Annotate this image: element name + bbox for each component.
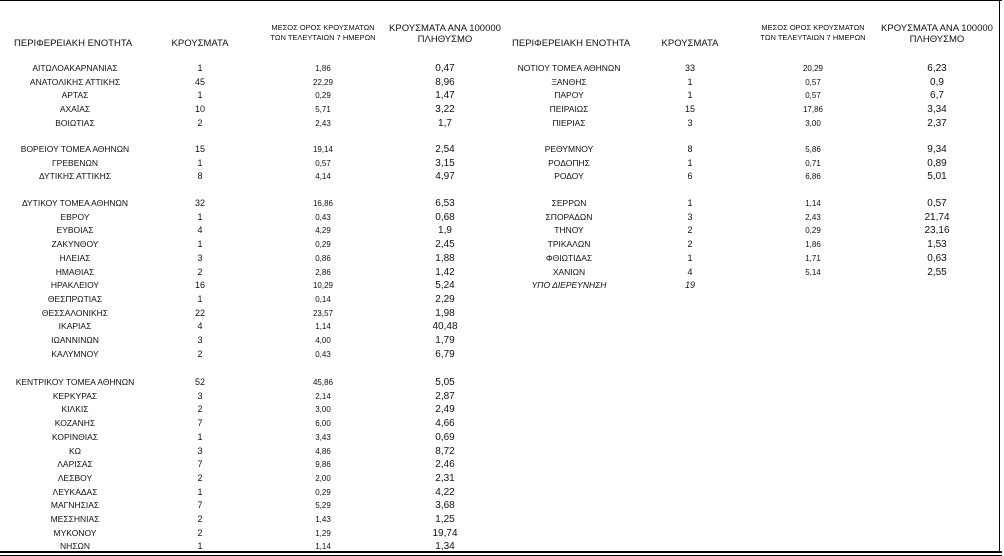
cell-name: ΠΕΙΡΑΙΩΣ	[549, 104, 589, 115]
right-header-per-line2: ΠΛΗΘΥΣΜΟ	[909, 34, 965, 45]
cell-avg: 10,29	[312, 281, 334, 291]
cell-avg: 0,29	[315, 487, 331, 497]
left-header-per	[380, 23, 510, 45]
cell-cases: 6	[687, 171, 693, 182]
table-row	[0, 334, 1000, 347]
cell-name: ΡΟΔΟΥ	[554, 171, 584, 182]
cell-cases: 1	[197, 157, 203, 168]
cell-name: ΡΕΘΥΜΝΟΥ	[544, 144, 594, 154]
cell-name: ΚΟΡΙΝΘΙΑΣ	[51, 431, 99, 442]
table-row	[0, 472, 1000, 485]
cell-per: 21,74	[924, 211, 950, 223]
right-header-avg-line2: ΤΩΝ ΤΕΛΕΥΤΑΙΩΝ 7 ΗΜΕΡΩΝ	[760, 33, 866, 42]
cell-cases: 1	[687, 76, 693, 87]
cell-name: ΕΥΒΟΙΑΣ	[56, 225, 94, 236]
cell-avg: 2,86	[315, 267, 331, 277]
cell-avg: 1,29	[315, 528, 331, 538]
cell-cases: 1	[197, 239, 203, 250]
cell-avg: 1,14	[315, 542, 331, 552]
cell-name: ΚΟΖΑΝΗΣ	[54, 418, 96, 429]
cell-per: 2,54	[435, 144, 455, 155]
cell-cases: 1	[687, 90, 693, 101]
table-row	[0, 376, 1000, 389]
cell-per: 5,01	[927, 171, 947, 183]
top-border	[0, 0, 1002, 1]
cell-avg: 17,86	[802, 105, 824, 115]
cell-per: 8,96	[435, 76, 455, 88]
cell-cases: 1	[197, 431, 203, 442]
cell-avg: 5,14	[805, 267, 821, 277]
cell-avg: 0,57	[805, 91, 821, 101]
cell-avg: 0,43	[315, 212, 331, 222]
cell-cases: 2	[197, 514, 203, 524]
right-header-cases: ΚΡΟΥΣΜΑΤΑ	[661, 38, 719, 49]
cell-avg: 1,71	[805, 253, 821, 263]
cell-avg: 2,00	[315, 473, 331, 483]
cell-name: ΚΙΛΚΙΣ	[61, 404, 89, 415]
cell-cases: 1	[687, 252, 693, 263]
cell-cases: 2	[197, 527, 203, 538]
right-header-per-line1: ΚΡΟΥΣΜΑΤΑ ΑΝΑ 100000	[881, 23, 993, 34]
table-row	[0, 307, 1000, 320]
cell-avg: 0,29	[315, 91, 331, 101]
table-row	[0, 197, 1000, 210]
cell-name: ΚΩ	[68, 445, 82, 456]
cell-cases: 1	[197, 486, 203, 497]
table-row	[0, 417, 1000, 430]
cell-cases: 1	[197, 293, 203, 304]
cell-avg: 20,29	[802, 64, 824, 73]
table-row	[0, 390, 1000, 403]
cell-cases: 33	[684, 63, 695, 73]
cell-cases: 1	[197, 211, 203, 222]
cell-per: 6,7	[930, 90, 944, 102]
cell-name: ΛΑΡΙΣΑΣ	[57, 459, 93, 470]
cell-cases: 1	[197, 90, 203, 101]
cell-per: 5,05	[435, 377, 455, 388]
table-row	[0, 540, 1000, 553]
cell-avg: 3,00	[315, 405, 331, 415]
cell-avg: 0,29	[315, 240, 331, 250]
cell-name: ΚΑΛΥΜΝΟΥ	[51, 348, 99, 359]
cell-cases: 3	[197, 335, 203, 345]
cell-cases: 2	[197, 404, 203, 415]
cell-cases: 4	[197, 225, 203, 236]
cell-avg: 22,29	[312, 77, 334, 87]
cell-name: ΙΩΑΝΝΙΝΩΝ	[51, 335, 99, 345]
right-header-per	[872, 23, 1002, 45]
table-row	[0, 513, 1000, 526]
cell-avg: 2,14	[315, 391, 331, 401]
table-row	[0, 157, 1000, 170]
cell-avg: 6,86	[805, 172, 821, 182]
left-header-avg-line1: ΜΕΣΟΣ ΟΡΟΣ ΚΡΟΥΣΜΑΤΩΝ	[271, 23, 375, 32]
cell-per: 6,23	[927, 63, 947, 74]
cell-avg: 2,43	[315, 118, 331, 128]
cell-cases: 10	[194, 104, 205, 115]
cell-avg: 4,14	[315, 172, 331, 182]
cell-cases: 1	[687, 198, 693, 208]
cell-name: ΖΑΚΥΝΘΟΥ	[51, 239, 99, 250]
cell-avg: 0,29	[805, 226, 821, 236]
cell-per: 2,46	[435, 459, 455, 471]
left-header-avg-line2: ΤΩΝ ΤΕΛΕΥΤΑΙΩΝ 7 ΗΜΕΡΩΝ	[270, 33, 376, 42]
cell-per: 3,68	[435, 500, 455, 512]
cell-name: ΑΝΑΤΟΛΙΚΗΣ ΑΤΤΙΚΗΣ	[29, 76, 121, 87]
cell-avg: 4,00	[315, 336, 331, 345]
table-row	[0, 117, 1000, 130]
table-row	[0, 458, 1000, 471]
cell-per: 0,47	[435, 63, 455, 74]
cell-avg: 5,86	[805, 145, 821, 154]
cell-avg: 4,29	[315, 226, 331, 236]
cell-per: 1,53	[927, 239, 947, 251]
cell-per: 1,9	[438, 225, 452, 237]
cell-avg: 0,43	[315, 349, 331, 359]
cell-per: 0,9	[930, 76, 944, 88]
cell-per: 6,53	[435, 198, 455, 209]
cell-per: 2,31	[435, 472, 455, 484]
table-row	[0, 266, 1000, 279]
cell-per: 40,48	[432, 321, 458, 333]
cell-per: 1,34	[435, 541, 455, 553]
cell-avg: 1,43	[315, 515, 331, 524]
cell-avg: 5,29	[315, 501, 331, 511]
right-header-avg-line1: ΜΕΣΟΣ ΟΡΟΣ ΚΡΟΥΣΜΑΤΩΝ	[761, 23, 865, 32]
cell-avg: 4,86	[315, 446, 331, 456]
cell-avg: 3,00	[805, 118, 821, 128]
cell-cases: 15	[684, 104, 695, 115]
cell-cases: 1	[197, 63, 203, 73]
table-row	[0, 527, 1000, 540]
table-row	[0, 76, 1000, 89]
cell-cases: 2	[197, 266, 203, 277]
left-header-cases: ΚΡΟΥΣΜΑΤΑ	[171, 38, 229, 49]
cell-cases: 2	[197, 348, 203, 359]
cell-cases: 2	[687, 239, 693, 250]
cell-avg: 5,71	[315, 105, 331, 115]
cell-cases: 4	[687, 266, 693, 277]
cell-name: ΜΥΚΟΝΟΥ	[53, 527, 97, 538]
cell-per: 5,24	[435, 280, 455, 292]
cell-per: 1,47	[435, 90, 455, 102]
cell-name: ΑΙΤΩΛΟΑΚΑΡΝΑΝΙΑΣ	[32, 63, 118, 73]
cell-name: ΜΕΣΣΗΝΙΑΣ	[50, 514, 100, 524]
cell-cases: 19	[684, 280, 695, 291]
cell-avg: 0,57	[315, 158, 331, 168]
cell-name: ΧΑΝΙΩΝ	[552, 266, 586, 277]
cell-avg: 1,86	[805, 240, 821, 250]
table-row	[0, 445, 1000, 458]
cell-per: 0,68	[435, 211, 455, 223]
cell-name: ΗΛΕΙΑΣ	[59, 252, 91, 263]
cell-avg: 3,43	[315, 432, 331, 442]
cell-cases: 32	[194, 198, 205, 208]
cell-name: ΒΟΡΕΙΟΥ ΤΟΜΕΑ ΑΘΗΝΩΝ	[20, 144, 130, 154]
cell-per: 0,57	[927, 198, 947, 209]
cell-name: ΕΒΡΟΥ	[60, 211, 90, 222]
right-header-region: ΠΕΡΙΦΕΡΕΙΑΚΗ ΕΝΟΤΗΤΑ	[512, 38, 631, 49]
cell-cases: 4	[197, 321, 203, 332]
cell-per: 0,89	[927, 157, 947, 169]
cell-per: 19,74	[432, 527, 458, 539]
cell-cases: 3	[197, 445, 203, 456]
cell-per: 3,34	[927, 104, 947, 116]
cell-name: ΑΡΤΑΣ	[61, 90, 89, 101]
cell-per: 1,42	[435, 266, 455, 278]
cell-cases: 3	[197, 252, 203, 263]
table-row	[0, 170, 1000, 183]
left-header-region: ΠΕΡΙΦΕΡΕΙΑΚΗ ΕΝΟΤΗΤΑ	[14, 38, 133, 49]
cell-avg: 2,43	[805, 212, 821, 222]
cell-name: ΥΠΟ ΔΙΕΡΕΥΝΗΣΗ	[531, 280, 607, 291]
cell-avg: 9,86	[315, 460, 331, 470]
cell-per: 1,25	[435, 514, 455, 525]
cell-name: ΠΙΕΡΙΑΣ	[552, 117, 586, 128]
cell-per: 6,79	[435, 348, 455, 360]
cell-name: ΚΕΡΚΥΡΑΣ	[52, 390, 98, 401]
cell-name: ΓΡΕΒΕΝΩΝ	[52, 157, 98, 168]
cell-cases: 22	[194, 307, 205, 318]
cell-name: ΚΕΝΤΡΙΚΟΥ ΤΟΜΕΑ ΑΘΗΝΩΝ	[15, 377, 135, 387]
cell-cases: 1	[197, 541, 203, 552]
cell-avg: 6,00	[315, 419, 331, 429]
cell-name: ΛΕΥΚΑΔΑΣ	[52, 486, 98, 497]
cell-avg: 1,14	[805, 199, 821, 208]
left-header-per-line2: ΠΛΗΘΥΣΜΟ	[417, 34, 473, 45]
right-header-avg	[748, 23, 878, 43]
cell-per: 8,72	[435, 445, 455, 457]
cell-per: 2,87	[435, 390, 455, 402]
table-row	[0, 211, 1000, 224]
cell-cases: 16	[194, 280, 205, 291]
cell-avg: 1,86	[315, 64, 331, 73]
cell-cases: 52	[194, 377, 205, 387]
cell-per: 1,98	[435, 307, 455, 319]
cell-per: 4,22	[435, 486, 455, 498]
table-row	[0, 224, 1000, 237]
cell-cases: 8	[197, 171, 203, 182]
cell-per: 3,22	[435, 104, 455, 116]
cell-cases: 7	[197, 459, 203, 470]
cell-per: 1,79	[435, 335, 455, 346]
table-row	[0, 403, 1000, 416]
cell-avg: 45,86	[312, 378, 334, 387]
table-row	[0, 89, 1000, 102]
left-header-per-line1: ΚΡΟΥΣΜΑΤΑ ΑΝΑ 100000	[389, 23, 501, 34]
cell-cases: 3	[687, 117, 693, 128]
cell-name: ΙΚΑΡΙΑΣ	[58, 321, 92, 332]
cell-avg: 0,71	[805, 158, 821, 168]
cell-avg: 0,57	[805, 77, 821, 87]
table-row	[0, 348, 1000, 361]
cell-name: ΔΥΤΙΚΟΥ ΤΟΜΕΑ ΑΘΗΝΩΝ	[21, 198, 129, 208]
cell-cases: 15	[194, 144, 205, 154]
cell-per: 0,63	[927, 252, 947, 264]
cell-cases: 45	[194, 76, 205, 87]
cell-per: 9,34	[927, 144, 947, 155]
left-header-avg	[258, 23, 388, 43]
cell-name: ΝΗΣΩΝ	[59, 541, 91, 552]
cell-per: 23,16	[924, 225, 950, 237]
cell-cases: 3	[687, 211, 693, 222]
table-row	[0, 103, 1000, 116]
cell-name: ΡΟΔΟΠΗΣ	[548, 157, 590, 168]
cell-avg: 19,14	[312, 145, 334, 154]
cell-per: 4,66	[435, 418, 455, 430]
cell-cases: 7	[197, 418, 203, 429]
cell-per: 2,29	[435, 293, 455, 305]
cell-name: ΤΡΙΚΑΛΩΝ	[547, 239, 591, 250]
cell-cases: 1	[687, 157, 693, 168]
cell-name: ΞΑΝΘΗΣ	[551, 76, 587, 87]
table-row	[0, 293, 1000, 306]
cell-name: ΒΟΙΩΤΙΑΣ	[55, 117, 95, 128]
table-row	[0, 252, 1000, 265]
cell-per: 2,55	[927, 266, 947, 278]
cell-avg: 0,14	[315, 294, 331, 304]
cell-per: 1,7	[438, 117, 452, 129]
cell-name: ΛΕΣΒΟΥ	[57, 472, 93, 483]
table-row	[0, 62, 1000, 75]
table-row	[0, 279, 1000, 292]
cell-name: ΠΑΡΟΥ	[554, 90, 584, 101]
table-row	[0, 320, 1000, 333]
cell-name: ΝΟΤΙΟΥ ΤΟΜΕΑ ΑΘΗΝΩΝ	[517, 63, 621, 73]
cell-avg: 1,14	[315, 322, 331, 332]
cell-per: 3,15	[435, 157, 455, 169]
cell-cases: 7	[197, 500, 203, 511]
cell-avg: 23,57	[312, 308, 334, 318]
table-row	[0, 499, 1000, 512]
cell-per: 2,45	[435, 239, 455, 251]
cell-cases: 2	[687, 225, 693, 236]
cell-name: ΦΘΙΩΤΙΔΑΣ	[545, 252, 593, 263]
cell-cases: 2	[197, 117, 203, 128]
cell-cases: 8	[687, 144, 693, 154]
cell-avg: 16,86	[312, 199, 334, 208]
cell-avg: 0,86	[315, 253, 331, 263]
table-row	[0, 431, 1000, 444]
cell-name: ΤΗΝΟΥ	[554, 225, 584, 236]
cell-name: ΣΕΡΡΩΝ	[551, 198, 587, 208]
cell-name: ΗΡΑΚΛΕΙΟΥ	[50, 280, 100, 291]
cell-per: 2,37	[927, 117, 947, 129]
cell-per: 0,69	[435, 431, 455, 443]
cell-cases: 3	[197, 390, 203, 401]
cell-name: ΑΧΑΪΑΣ	[59, 104, 91, 115]
cell-per: 2,49	[435, 404, 455, 416]
cell-name: ΘΕΣΣΑΛΟΝΙΚΗΣ	[41, 307, 109, 318]
cell-name: ΔΥΤΙΚΗΣ ΑΤΤΙΚΗΣ	[38, 171, 112, 182]
cell-name: ΘΕΣΠΡΩΤΙΑΣ	[47, 293, 103, 304]
cell-name: ΗΜΑΘΙΑΣ	[55, 266, 95, 277]
cell-cases: 2	[197, 472, 203, 483]
table-row	[0, 143, 1000, 156]
cell-per: 4,97	[435, 171, 455, 183]
cell-per: 1,88	[435, 252, 455, 264]
table-row	[0, 238, 1000, 251]
cell-name: ΣΠΟΡΑΔΩΝ	[545, 211, 593, 222]
table-row	[0, 486, 1000, 499]
cell-name: ΜΑΓΝΗΣΙΑΣ	[50, 500, 100, 511]
